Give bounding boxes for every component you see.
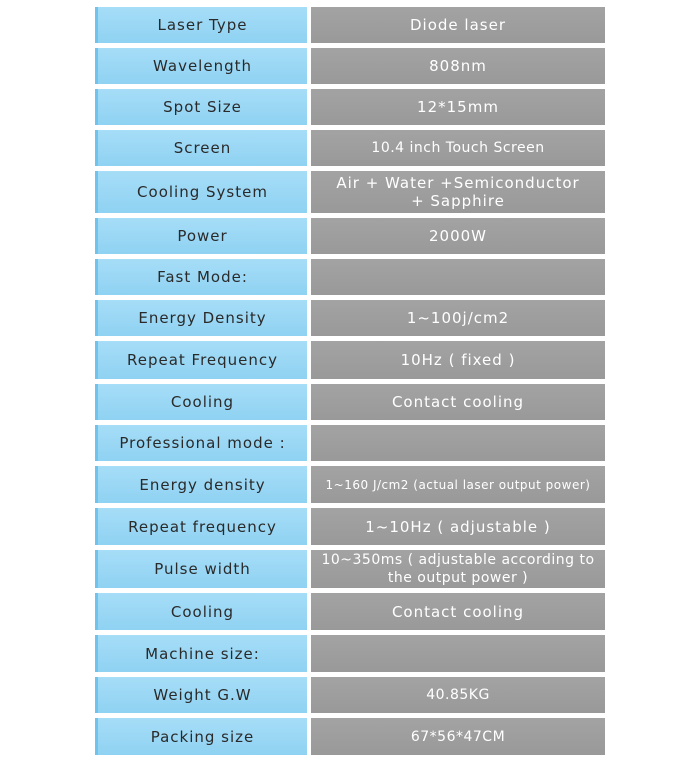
spec-label: Repeat Frequency	[95, 341, 307, 379]
spec-row-wavelength	[95, 48, 605, 84]
spec-row-cooling-fast	[95, 384, 605, 420]
spec-value: 10~350ms ( adjustable according to the output power )	[311, 550, 605, 588]
spec-row-screen	[95, 130, 605, 166]
spec-value: Contact cooling	[311, 384, 605, 420]
spec-table	[95, 7, 605, 760]
spec-value	[311, 259, 605, 295]
spec-value: 1~10Hz ( adjustable )	[311, 508, 605, 545]
spec-label: Wavelength	[95, 48, 307, 84]
spec-label: Spot Size	[95, 89, 307, 125]
spec-label: Energy density	[95, 466, 307, 503]
spec-label: Cooling	[95, 593, 307, 630]
spec-value: 40.85KG	[311, 677, 605, 713]
spec-value: Contact cooling	[311, 593, 605, 630]
spec-label: Pulse width	[95, 550, 307, 588]
spec-row-weight	[95, 677, 605, 713]
spec-label: Energy Density	[95, 300, 307, 336]
spec-row-laser-type	[95, 7, 605, 43]
spec-row-pulse-width	[95, 550, 605, 588]
spec-row-fast-mode	[95, 259, 605, 295]
spec-value: 1~100j/cm2	[311, 300, 605, 336]
spec-row-cooling-pro	[95, 593, 605, 630]
spec-label: Cooling	[95, 384, 307, 420]
spec-label: Cooling System	[95, 171, 307, 213]
section-label: Machine size:	[95, 635, 307, 672]
spec-value: Air + Water +Semiconductor + Sapphire	[311, 171, 605, 213]
section-label: Professional mode :	[95, 425, 307, 461]
spec-row-repeat-frequency-pro	[95, 508, 605, 545]
spec-row-repeat-frequency-fast	[95, 341, 605, 379]
spec-label: Packing size	[95, 718, 307, 755]
spec-label: Repeat frequency	[95, 508, 307, 545]
spec-value	[311, 425, 605, 461]
spec-label: Weight G.W	[95, 677, 307, 713]
spec-row-packing-size	[95, 718, 605, 755]
spec-row-power	[95, 218, 605, 254]
spec-value: 1~160 J/cm2 (actual laser output power)	[311, 466, 605, 503]
spec-label: Power	[95, 218, 307, 254]
spec-value: 10Hz ( fixed )	[311, 341, 605, 379]
section-label: Fast Mode:	[95, 259, 307, 295]
spec-value: 12*15mm	[311, 89, 605, 125]
spec-row-cooling-system	[95, 171, 605, 213]
spec-value	[311, 635, 605, 672]
spec-value: 808nm	[311, 48, 605, 84]
spec-value: 67*56*47CM	[311, 718, 605, 755]
spec-value: 2000W	[311, 218, 605, 254]
spec-row-spot-size	[95, 89, 605, 125]
spec-label: Laser Type	[95, 7, 307, 43]
spec-row-machine-size	[95, 635, 605, 672]
spec-row-professional-mode	[95, 425, 605, 461]
spec-row-energy-density-fast	[95, 300, 605, 336]
spec-label: Screen	[95, 130, 307, 166]
spec-value: Diode laser	[311, 7, 605, 43]
spec-value: 10.4 inch Touch Screen	[311, 130, 605, 166]
spec-row-energy-density-pro	[95, 466, 605, 503]
